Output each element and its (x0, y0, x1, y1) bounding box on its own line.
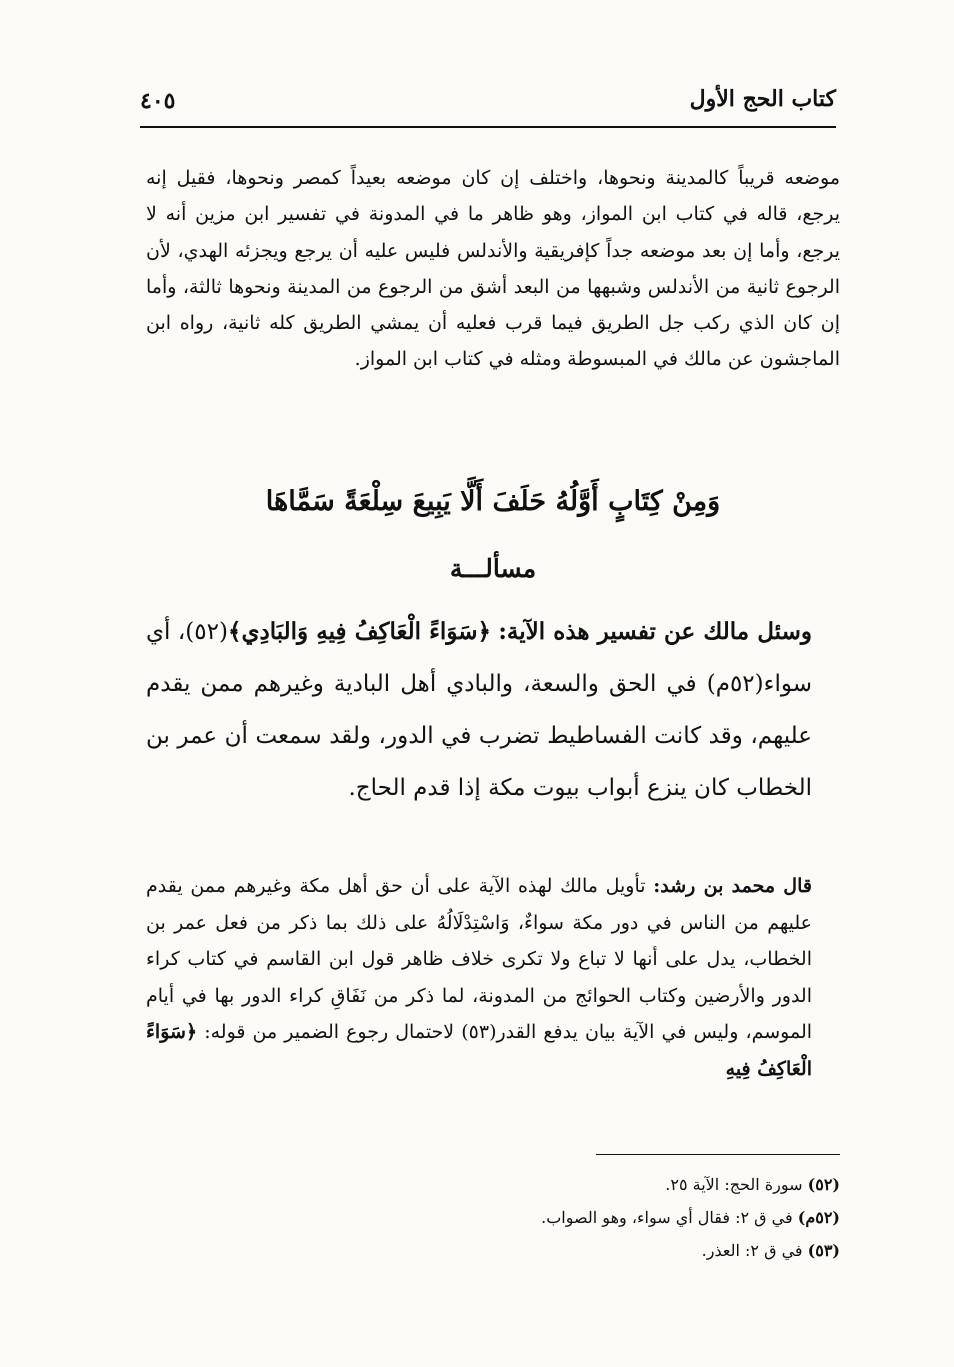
footnote-divider (596, 1154, 840, 1155)
running-title: كتاب الحج الأول (689, 86, 836, 112)
paragraph-2-lead: وسئل مالك عن تفسير هذه الآية: (498, 618, 812, 645)
paragraph-2-text-b: في الحق والسعة، والبادي أهل البادية وغيرهم ممن يقدم عليهم، وقد كانت الفساطيط تضرب في الدور، ولقد سمعت أن عمر بن الخطاب كان ينزع أبواب بيوت مكة إذا قدم الحاج. (146, 671, 812, 801)
paragraph-3-text-b: لاحتمال رجوع الضمير من قوله: (204, 1021, 455, 1043)
footnote-text: في ق ٢: فقال أي سواء، وهو الصواب. (541, 1208, 793, 1227)
footnote-ref-52: (٥٢) (185, 619, 228, 645)
footnote-text: في ق ٢: العذر. (701, 1241, 803, 1260)
footnote-item (541, 1234, 840, 1267)
paragraph-2-text-a: ، أي سواء (146, 619, 812, 697)
page-header (140, 86, 836, 128)
quran-verse-2: ﴿سَوَاءً الْعَاكِفُ فِيهِ (146, 1021, 812, 1080)
paragraph-3-text-a: تأويل مالك لهذه الآية على أن حق أهل مكة وغيرهم ممن يقدم عليهم من الناس في دور مكة سواءٌ، وَاسْتِدْلَالُهُ على ذلك بما ذكر من فعل عمر بن الخطاب، يدل على أنها لا تباع ولا تكرى خلاف ظاهر قول ابن القاسم في كتاب كراء الدور والأرضين وكتاب الحوائج من المدونة، لما ذكر من نَفَاقِ كراء الدور بها في أيام الموسم، وليس في الآية بيان يدفع القدر (146, 875, 813, 1043)
footnote-item (541, 1201, 840, 1234)
footnote-text: سورة الحج: الآية ٢٥. (665, 1175, 803, 1194)
paragraph-1: موضعه قريباً كالمدينة ونحوها، واختلف إن كان موضعه بعيداً كمصر ونحوها، فقيل إنه يرجع، قاله في كتاب ابن المواز، وهو ظاهر ما في المدونة في تفسير ابن مزين أنه لا يرجع، وأما إن بعد موضعه جداً كإفريقية والأندلس فليس عليه أن يرجع ويجزئه الهدي، لأن الرجوع ثانية من الأندلس وشبهها من البعد أشق من الرجوع من المدينة ونحوها ثالثة، وأما إن كان الذي ركب جل الطريق فيما قرب فعليه أن يمشي الطريق كله ثانية، رواه ابن الماجشون عن مالك في المبسوطة ومثله في كتاب ابن المواز. (146, 167, 840, 371)
footnote-number: (٥٣) (807, 1241, 840, 1260)
commentator-name: قال محمد بن رشد: (653, 875, 812, 897)
footnote-number: (٥٢م) (797, 1208, 840, 1227)
paragraph-3 (146, 868, 840, 1087)
quran-verse: ﴿سَوَاءً الْعَاكِفُ فِيهِ وَالبَادِي﴾ (227, 618, 491, 645)
section-heading: وَمِنْ كِتَابٍ أَوَّلُهُ حَلَفَ أَلَّا يَبِيعَ سِلْعَةً سَمَّاهَا (265, 486, 721, 517)
footnote-number: (٥٢) (807, 1175, 840, 1194)
paragraph-2 (146, 606, 840, 814)
footnote-ref-53: (٥٣) (461, 1021, 497, 1043)
issue-subheading: مسألـــة (449, 554, 537, 583)
footnotes (541, 1168, 840, 1267)
footnote-ref-52m: (٥٢م) (706, 671, 764, 697)
page-number: ٤٠٥ (140, 88, 176, 114)
footnote-item (541, 1168, 840, 1201)
